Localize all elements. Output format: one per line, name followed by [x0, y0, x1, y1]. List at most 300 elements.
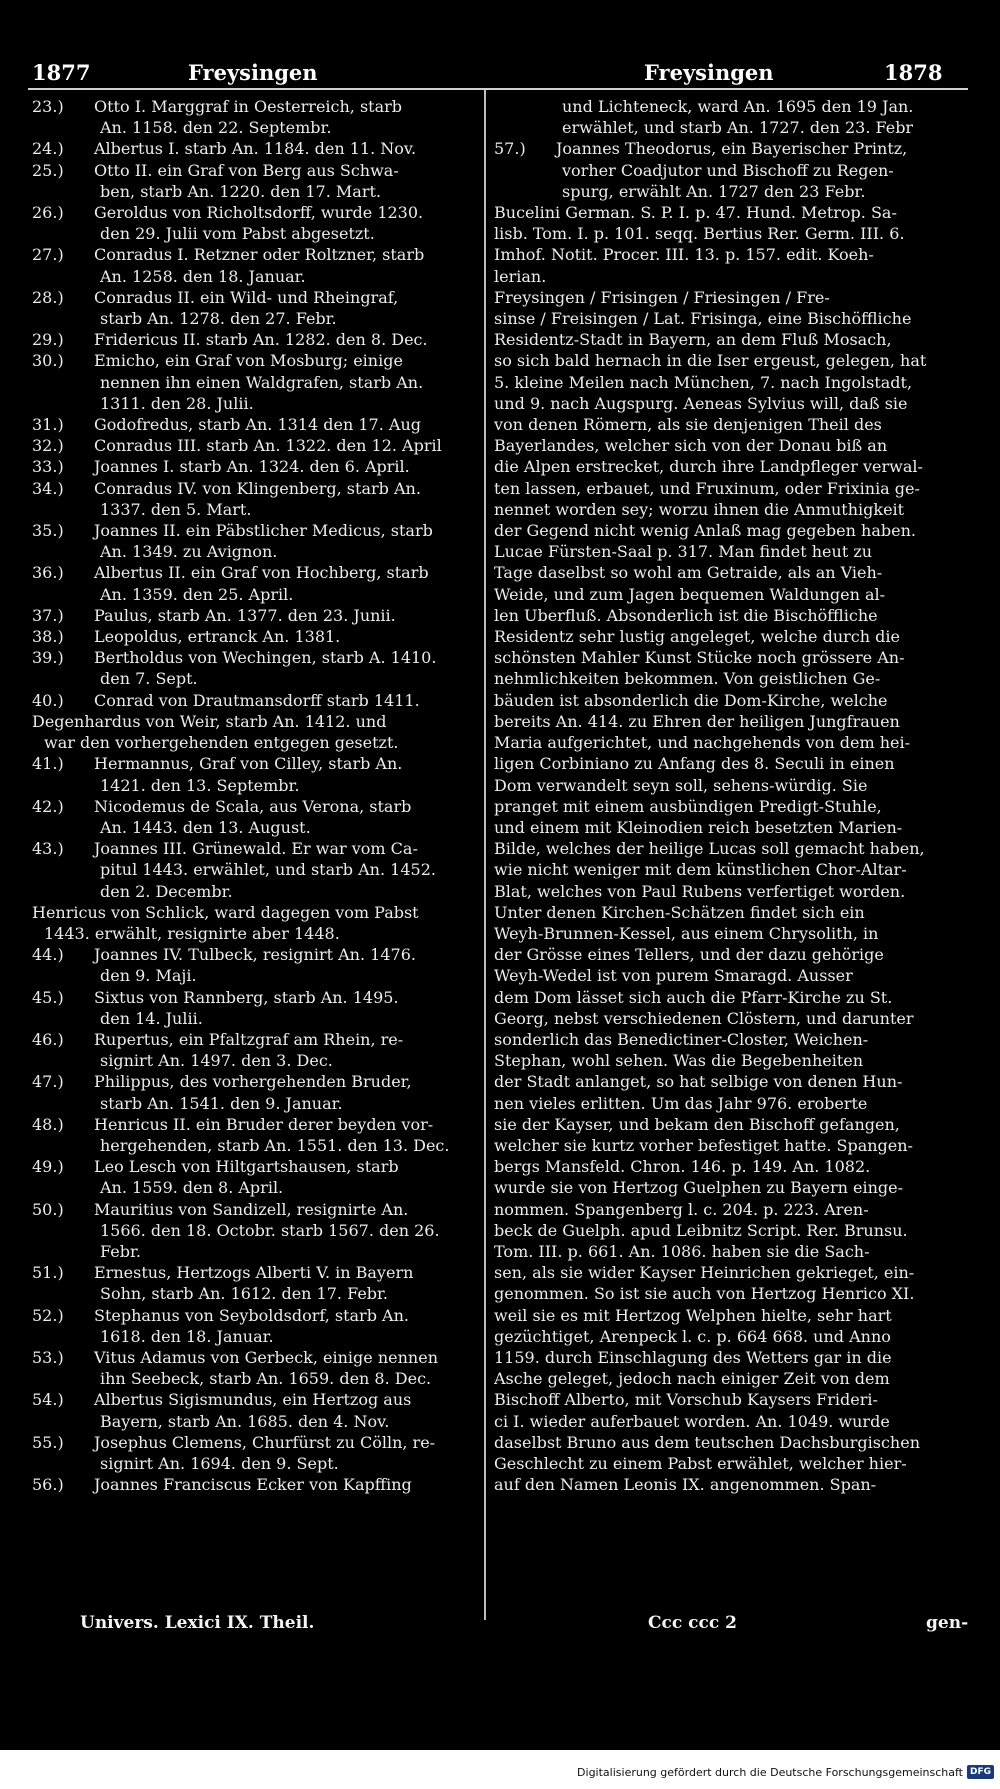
text-line [494, 775, 968, 796]
right-column [494, 96, 968, 1495]
line-text: Leo Lesch von Hiltgartshausen, starb [94, 1157, 399, 1177]
text-line [32, 456, 470, 477]
entry-number: 37.) [32, 605, 64, 625]
line-text: starb An. 1278. den 27. Febr. [100, 309, 337, 329]
line-text: Godofredus, starb An. 1314 den 17. Aug [94, 415, 421, 435]
footer-signature: Ccc ccc 2 [648, 1613, 737, 1633]
line-text: Unter denen Kirchen-Schätzen findet sich ein [494, 902, 865, 922]
line-text: ci I. wieder auferbauet worden. An. 1049. wurde [494, 1411, 890, 1431]
text-line [32, 1474, 470, 1495]
header-rule [28, 88, 968, 90]
text-line [494, 668, 968, 689]
entry-number: 48.) [32, 1114, 64, 1134]
footer-volume: Univers. Lexici IX. Theil. [80, 1613, 315, 1633]
text-line [494, 244, 968, 265]
entry-number: 54.) [32, 1390, 64, 1410]
text-line [32, 1368, 470, 1389]
line-text: den 14. Julii. [100, 1008, 203, 1028]
line-text: den 2. Decembr. [100, 881, 233, 901]
text-line [32, 838, 470, 859]
text-line [494, 1156, 968, 1177]
text-line [494, 1177, 968, 1198]
entry-number: 34.) [32, 478, 64, 498]
text-line [494, 329, 968, 350]
entry-number: 43.) [32, 839, 64, 859]
line-text: sen, als sie wider Kayser Heinrichen gekrieget, ein- [494, 1263, 915, 1283]
text-line [494, 96, 968, 117]
text-line [494, 1453, 968, 1474]
line-text: Stephanus von Seyboldsdorf, starb An. [94, 1305, 409, 1325]
entry-number: 27.) [32, 245, 64, 265]
text-line [494, 817, 968, 838]
line-text: Otto II. ein Graf von Berg aus Schwa- [94, 160, 399, 180]
line-text: Joannes I. starb An. 1324. den 6. April. [94, 457, 410, 477]
text-line [494, 1114, 968, 1135]
line-text: ligen Corbiniano zu Anfang des 8. Seculi in einen [494, 754, 895, 774]
text-line [494, 1050, 968, 1071]
text-line [494, 372, 968, 393]
text-line [494, 478, 968, 499]
text-line [494, 1199, 968, 1220]
text-line [494, 202, 968, 223]
text-line [494, 859, 968, 880]
line-text: 1159. durch Einschlagung des Wetters gar in die [494, 1347, 892, 1367]
line-text: Albertus I. starb An. 1184. den 11. Nov. [94, 139, 417, 159]
line-text: 1337. den 5. Mart. [100, 499, 252, 519]
line-text: der Grösse eines Tellers, und der dazu gehörige [494, 945, 884, 965]
line-text: bergs Mansfeld. Chron. 146. p. 149. An. 1082. [494, 1157, 871, 1177]
text-line [32, 138, 470, 159]
text-line [32, 1326, 470, 1347]
text-line [494, 435, 968, 456]
line-text: Febr. [100, 1241, 141, 1261]
line-text: signirt An. 1694. den 9. Sept. [100, 1454, 339, 1473]
line-text: nommen. Spangenberg l. c. 204. p. 223. Aren- [494, 1199, 869, 1219]
text-line [32, 1093, 470, 1114]
text-line [494, 414, 968, 435]
text-line [32, 117, 470, 138]
line-text: den 7. Sept. [100, 669, 198, 689]
line-text: beck de Guelph. apud Leibnitz Script. Rer. Brunsu. [494, 1220, 908, 1240]
line-text: 1566. den 18. Octobr. starb 1567. den 26. [100, 1220, 440, 1240]
text-line [494, 223, 968, 244]
text-line [32, 881, 470, 902]
line-text: sonderlich das Benedictiner-Closter, Weichen- [494, 1029, 869, 1049]
entry-number: 35.) [32, 521, 64, 541]
line-text: Joannes Theodorus, ein Bayerischer Printz, [556, 139, 908, 159]
line-text: bäuden ist absonderlich die Dom-Kirche, welche [494, 690, 888, 710]
line-text: Weyh-Brunnen-Kessel, aus einem Chrysolith, in [494, 923, 879, 943]
column-divider [484, 90, 486, 1620]
text-line [494, 605, 968, 626]
line-text: An. 1443. den 13. August. [100, 817, 311, 837]
line-text: daselbst Bruno aus dem teutschen Dachsburgischen [494, 1432, 921, 1452]
line-text: wurde sie von Hertzog Guelphen zu Bayern einge- [494, 1178, 904, 1198]
line-text: Conradus III. starb An. 1322. den 12. April [94, 436, 442, 456]
text-line [32, 541, 470, 562]
line-text: Sohn, starb An. 1612. den 17. Febr. [100, 1284, 388, 1304]
line-text: sinse / Freisingen / Lat. Frisinga, eine Bischöffliche [494, 309, 912, 329]
text-line [494, 626, 968, 647]
line-text: der Gegend nicht wenig Anlaß mag gegeben haben. [494, 521, 916, 541]
text-line [32, 372, 470, 393]
text-line [32, 350, 470, 371]
entry-number: 24.) [32, 139, 64, 159]
text-line [494, 923, 968, 944]
line-text: nennen ihn einen Waldgrafen, starb An. [100, 372, 424, 392]
line-text: Hermannus, Graf von Cilley, starb An. [94, 754, 403, 774]
text-line [494, 881, 968, 902]
text-line [32, 562, 470, 583]
text-line [494, 796, 968, 817]
line-text: Imhof. Notit. Procer. III. 13. p. 157. edit. Koeh- [494, 245, 874, 265]
line-text: hergehenden, starb An. 1551. den 13. Dec. [100, 1135, 450, 1155]
entry-number: 25.) [32, 160, 64, 180]
text-line [494, 647, 968, 668]
text-line [32, 668, 470, 689]
line-text: welcher sie kurtz vorher befestiget hatte. Spangen- [494, 1135, 913, 1155]
text-line [494, 1283, 968, 1304]
line-text: Tom. III. p. 661. An. 1086. haben sie die Sach- [494, 1241, 870, 1261]
line-text: Dom verwandelt seyn soll, sehens-würdig. Sie [494, 775, 868, 795]
text-line [32, 1347, 470, 1368]
text-line [32, 647, 470, 668]
line-text: Residentz-Stadt in Bayern, an dem Fluß Mosach, [494, 330, 892, 350]
text-line [494, 1241, 968, 1262]
line-text: nennet worden sey; worzu ihnen die Anmuthigkeit [494, 499, 905, 519]
line-text: Bertholdus von Wechingen, starb A. 1410. [94, 648, 437, 668]
line-text: Albertus II. ein Graf von Hochberg, starb [94, 563, 429, 583]
text-line [32, 1008, 470, 1029]
text-line [32, 965, 470, 986]
line-text: 5. kleine Meilen nach München, 7. nach Ingolstadt, [494, 372, 913, 392]
line-text: Georg, nebst verschiedenen Clöstern, und darunter [494, 1008, 914, 1028]
entry-number: 50.) [32, 1199, 64, 1219]
line-text: Nicodemus de Scala, aus Verona, starb [94, 796, 412, 816]
entry-number: 45.) [32, 987, 64, 1007]
entry-number: 57.) [494, 139, 526, 159]
text-line [494, 1411, 968, 1432]
line-text: auf den Namen Leonis IX. angenommen. Span- [494, 1475, 877, 1495]
line-text: Leopoldus, ertranck An. 1381. [94, 627, 341, 647]
text-line [32, 1241, 470, 1262]
text-line [32, 1283, 470, 1304]
line-text: Conradus IV. von Klingenberg, starb An. [94, 478, 421, 498]
line-text: Henricus von Schlick, ward dagegen vom Pabst [32, 902, 419, 922]
entry-number: 32.) [32, 436, 64, 456]
text-line [32, 1156, 470, 1177]
line-text: Ernestus, Hertzogs Alberti V. in Bayern [94, 1263, 414, 1283]
line-text: Philippus, des vorhergehenden Bruder, [94, 1072, 412, 1092]
text-line [494, 965, 968, 986]
text-line [494, 1029, 968, 1050]
entry-number: 49.) [32, 1157, 64, 1177]
text-line [32, 202, 470, 223]
line-text: dem Dom lässet sich auch die Pfarr-Kirche zu St. [494, 987, 893, 1007]
line-text: Stephan, wohl sehen. Was die Begebenheiten [494, 1051, 864, 1071]
line-text: Weyh-Wedel ist von purem Smaragd. Ausser [494, 966, 853, 986]
line-text: Bayerlandes, welcher sich von der Donau biß an [494, 436, 888, 456]
text-line [32, 1177, 470, 1198]
line-text: Conradus II. ein Wild- und Rheingraf, [94, 287, 399, 307]
text-line [494, 393, 968, 414]
line-text: Mauritius von Sandizell, resignirte An. [94, 1199, 409, 1219]
text-line [32, 244, 470, 265]
entry-number: 36.) [32, 563, 64, 583]
line-text: und einem mit Kleinodien reich besetzten Marien- [494, 817, 903, 837]
text-line [494, 1135, 968, 1156]
text-line [494, 732, 968, 753]
text-line [494, 1305, 968, 1326]
entry-number: 41.) [32, 754, 64, 774]
text-line [32, 1114, 470, 1135]
line-text: Geroldus von Richoltsdorff, wurde 1230. [94, 203, 424, 223]
text-line [494, 753, 968, 774]
line-text: und 9. nach Augspurg. Aeneas Sylvius will, daß sie [494, 393, 908, 413]
line-text: genommen. So ist sie auch von Hertzog Henrico XI. [494, 1284, 915, 1304]
text-line [494, 690, 968, 711]
line-text: und Lichteneck, ward An. 1695 den 19 Jan. [562, 97, 914, 116]
line-text: gezüchtiget, Arenpeck l. c. p. 664 668. und Anno [494, 1326, 891, 1346]
text-line [494, 350, 968, 371]
line-text: pranget mit einem ausbündigen Predigt-Stuhle, [494, 796, 882, 816]
text-line [32, 329, 470, 350]
entry-number: 39.) [32, 648, 64, 668]
text-line [32, 393, 470, 414]
line-text: Lucae Fürsten-Saal p. 317. Man findet heut zu [494, 542, 873, 562]
text-line [32, 1220, 470, 1241]
line-text: Blat, welches von Paul Rubens verfertiget worden. [494, 881, 906, 901]
text-line [494, 1220, 968, 1241]
running-title-right: Freysingen [644, 60, 774, 85]
line-text: pitul 1443. erwählet, und starb An. 1452. [100, 860, 436, 880]
line-text: Conrad von Drautmansdorff starb 1411. [94, 690, 420, 710]
entry-number: 51.) [32, 1263, 64, 1283]
text-line [494, 138, 968, 159]
line-text: Emicho, ein Graf von Mosburg; einige [94, 351, 403, 371]
line-text: Bucelini German. S. P. I. p. 47. Hund. Metrop. Sa- [494, 203, 897, 223]
line-text: Vitus Adamus von Gerbeck, einige nennen [94, 1347, 438, 1367]
entry-number: 33.) [32, 457, 64, 477]
line-text: erwählet, und starb An. 1727. den 23. Febr [562, 118, 914, 138]
text-line [494, 1432, 968, 1453]
text-line [32, 1029, 470, 1050]
text-line [32, 1305, 470, 1326]
line-text: Geschlecht zu einem Pabst erwählet, welcher hier- [494, 1454, 907, 1473]
text-line [494, 499, 968, 520]
line-text: Joannes Franciscus Ecker von Kapffing [94, 1475, 412, 1495]
text-line [32, 266, 470, 287]
entry-number: 40.) [32, 690, 64, 710]
text-line [494, 711, 968, 732]
line-text: die Alpen erstrecket, durch ihre Landpfleger verwal- [494, 457, 923, 477]
text-line [32, 626, 470, 647]
line-text: weil sie es mit Hertzog Welphen hielte, sehr hart [494, 1305, 892, 1325]
text-line [32, 223, 470, 244]
entry-number: 55.) [32, 1432, 64, 1452]
line-text: Josephus Clemens, Churfürst zu Cölln, re- [94, 1432, 436, 1452]
line-text: An. 1158. den 22. Septembr. [100, 118, 332, 138]
digitization-credit [577, 1762, 994, 1782]
line-text: Sixtus von Rannberg, starb An. 1495. [94, 987, 399, 1007]
text-line [32, 160, 470, 181]
text-line [32, 1411, 470, 1432]
line-text: Joannes III. Grünewald. Er war vom Ca- [94, 839, 418, 859]
line-text: von denen Römern, als sie denjenigen Theil des [494, 415, 882, 435]
text-line [32, 753, 470, 774]
text-line [494, 1071, 968, 1092]
text-line [494, 1093, 968, 1114]
text-line [494, 987, 968, 1008]
entry-number: 31.) [32, 415, 64, 435]
line-text: vorher Coadjutor und Bischoff zu Regen- [562, 160, 894, 180]
text-line [32, 817, 470, 838]
line-text: spurg, erwählt An. 1727 den 23 Febr. [562, 181, 866, 201]
line-text: len Uberfluß. Absonderlich ist die Bischöffliche [494, 605, 878, 625]
line-text: ihn Seebeck, starb An. 1659. den 8. Dec. [100, 1369, 432, 1389]
text-line [494, 1262, 968, 1283]
text-line [32, 1199, 470, 1220]
text-line [494, 1368, 968, 1389]
text-line [32, 181, 470, 202]
line-text: signirt An. 1497. den 3. Dec. [100, 1051, 333, 1071]
text-line [494, 838, 968, 859]
text-line [32, 775, 470, 796]
line-text: der Stadt anlanget, so hat selbige von denen Hun- [494, 1072, 903, 1092]
line-text: Weide, und zum Jagen bequemen Waldungen al- [494, 584, 886, 604]
text-line [494, 308, 968, 329]
text-line [494, 1326, 968, 1347]
line-text: Freysingen / Frisingen / Friesingen / Fre- [494, 287, 830, 307]
text-line [494, 1008, 968, 1029]
line-text: An. 1349. zu Avignon. [100, 542, 278, 562]
line-text: Bischoff Alberto, mit Vorschub Kaysers Frideri- [494, 1390, 878, 1410]
text-line [32, 711, 470, 732]
text-line [32, 287, 470, 308]
line-text: 1618. den 18. Januar. [100, 1326, 274, 1346]
text-line [32, 605, 470, 626]
entry-number: 56.) [32, 1475, 64, 1495]
line-text: Asche geleget, jedoch nach einiger Zeit von dem [494, 1369, 890, 1389]
line-text: Bilde, welches der heilige Lucas soll gemacht haben, [494, 839, 925, 859]
text-line [494, 584, 968, 605]
text-line [32, 923, 470, 944]
text-line [32, 414, 470, 435]
text-line [32, 1432, 470, 1453]
line-text: wie nicht weniger mit dem künstlichen Chor-Altar- [494, 860, 907, 880]
entry-number: 29.) [32, 330, 64, 350]
line-text: Maria aufgerichtet, und nachgehends von dem hei- [494, 733, 911, 753]
line-text: Henricus II. ein Bruder derer beyden vor- [94, 1114, 434, 1134]
text-line [494, 181, 968, 202]
line-text: Conradus I. Retzner oder Roltzner, starb [94, 245, 425, 265]
line-text: Residentz sehr lustig angeleget, welche durch die [494, 627, 900, 647]
text-line [32, 690, 470, 711]
page-number-right: 1878 [884, 60, 943, 85]
text-line [494, 456, 968, 477]
text-line [32, 308, 470, 329]
line-text: ten lassen, erbauet, und Fruxinum, oder Frixinia ge- [494, 478, 920, 498]
entry-number: 26.) [32, 203, 64, 223]
entry-number: 38.) [32, 627, 64, 647]
line-text: Otto I. Marggraf in Oesterreich, starb [94, 97, 403, 116]
line-text: Paulus, starb An. 1377. den 23. Junii. [94, 605, 396, 625]
footer-catchword: gen- [926, 1613, 969, 1633]
entry-number: 42.) [32, 796, 64, 816]
entry-number: 53.) [32, 1347, 64, 1367]
line-text: An. 1359. den 25. April. [100, 584, 294, 604]
line-text: Fridericus II. starb An. 1282. den 8. Dec. [94, 330, 428, 350]
line-text: 1311. den 28. Julii. [100, 393, 254, 413]
text-line [32, 902, 470, 923]
text-line [32, 96, 470, 117]
text-line [32, 1453, 470, 1474]
line-text: bereits An. 414. zu Ehren der heiligen Jungfrauen [494, 711, 900, 731]
text-line [32, 1135, 470, 1156]
text-line [494, 562, 968, 583]
line-text: so sich bald hernach in die Iser ergeust, gelegen, hat [494, 351, 927, 371]
text-line [32, 1050, 470, 1071]
line-text: Joannes II. ein Päbstlicher Medicus, starb [94, 521, 433, 541]
line-text: lerian. [494, 266, 547, 286]
line-text: 1421. den 13. Septembr. [100, 775, 300, 795]
entry-number: 47.) [32, 1072, 64, 1092]
page-number-left: 1877 [32, 60, 91, 85]
line-text: nehmlichkeiten bekommen. Von geistlichen Ge- [494, 669, 881, 689]
text-line [32, 584, 470, 605]
line-text: An. 1258. den 18. Januar. [100, 266, 306, 286]
text-line [494, 1347, 968, 1368]
entry-number: 44.) [32, 945, 64, 965]
line-text: 1443. erwählt, resignirte aber 1448. [44, 923, 340, 943]
line-text: Tage daselbst so wohl am Getraide, als an Vieh- [494, 563, 883, 583]
dfg-logo-icon: DFG [967, 1765, 994, 1779]
text-line [32, 520, 470, 541]
credit-text: Digitalisierung gefördert durch die Deutsche Forschungsgemeinschaft [577, 1765, 963, 1779]
running-title-left: Freysingen [188, 60, 318, 85]
entry-number: 46.) [32, 1029, 64, 1049]
text-line [32, 499, 470, 520]
line-text: Albertus Sigismundus, ein Hertzog aus [94, 1390, 412, 1410]
entry-number: 23.) [32, 97, 64, 116]
line-text: Joannes IV. Tulbeck, resignirt An. 1476. [94, 945, 416, 965]
text-line [32, 1262, 470, 1283]
entry-number: 28.) [32, 287, 64, 307]
line-text: Bayern, starb An. 1685. den 4. Nov. [100, 1411, 390, 1431]
text-line [32, 732, 470, 753]
text-line [494, 1389, 968, 1410]
line-text: den 29. Julii vom Pabst abgesetzt. [100, 224, 375, 244]
text-line [32, 1389, 470, 1410]
text-line [494, 520, 968, 541]
text-line [494, 160, 968, 181]
text-line [32, 435, 470, 456]
line-text: An. 1559. den 8. April. [100, 1178, 284, 1198]
text-line [494, 541, 968, 562]
line-text: Degenhardus von Weir, starb An. 1412. und [32, 711, 387, 731]
text-line [32, 1071, 470, 1092]
line-text: starb An. 1541. den 9. Januar. [100, 1093, 343, 1113]
text-line [32, 859, 470, 880]
text-line [32, 796, 470, 817]
text-line [32, 478, 470, 499]
text-line [494, 287, 968, 308]
entry-number: 30.) [32, 351, 64, 371]
line-text: den 9. Maji. [100, 966, 197, 986]
line-text: Rupertus, ein Pfaltzgraf am Rhein, re- [94, 1029, 404, 1049]
line-text: schönsten Mahler Kunst Stücke noch grössere An- [494, 648, 905, 668]
text-line [494, 944, 968, 965]
